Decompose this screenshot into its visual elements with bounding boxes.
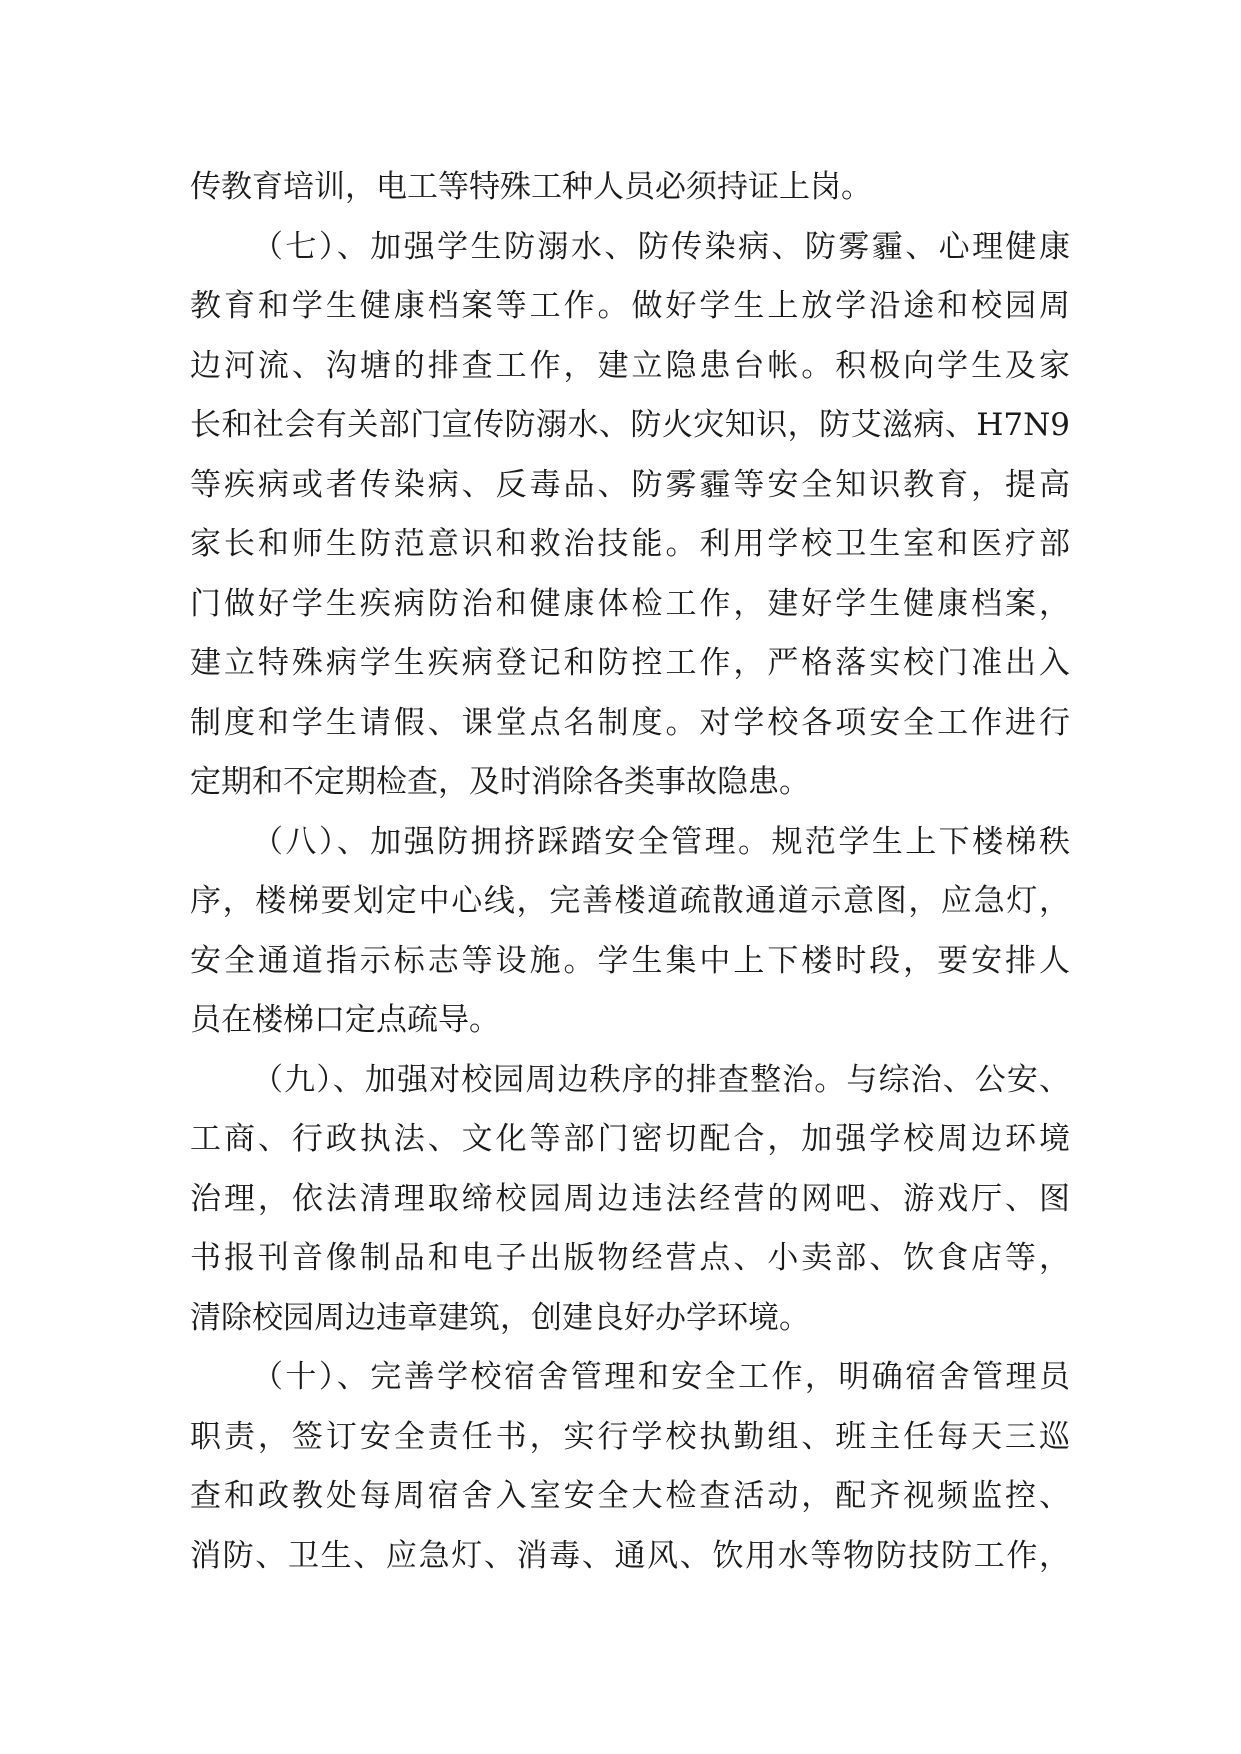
text-line: 消防、卫生、应急灯、消毒、通风、饮用水等物防技防工作， <box>190 1537 1070 1574</box>
text-line: 职责，签订安全责任书，实行学校执勤组、班主任每天三巡 <box>190 1418 1070 1455</box>
text-line: 传教育培训，电工等特殊工种人员必须持证上岗。 <box>190 169 872 205</box>
text-line: 治理，依法清理取缔校园周边违法经营的网吧、游戏厅、图 <box>190 1180 1070 1217</box>
paragraph-first-line: （九）、加强对校园周边秩序的排查整治。与综治、公安、 <box>252 1061 1070 1098</box>
text-line: 边河流、沟塘的排查工作，建立隐患台帐。积极向学生及家 <box>190 347 1070 384</box>
document-body <box>190 158 1070 1586</box>
text-line: 制度和学生请假、课堂点名制度。对学校各项安全工作进行 <box>190 704 1070 741</box>
text-line: 教育和学生健康档案等工作。做好学生上放学沿途和校园周 <box>190 288 1070 324</box>
text-line: 建立特殊病学生疾病登记和防控工作，严格落实校门准出入 <box>190 645 1070 681</box>
paragraph-first-line: （十）、完善学校宿舍管理和安全工作，明确宿舍管理员 <box>252 1359 1070 1395</box>
text-line: 查和政教处每周宿舍入室安全大检查活动，配齐视频监控、 <box>190 1478 1070 1514</box>
text-line: 等疾病或者传染病、反毒品、防雾霾等安全知识教育，提高 <box>190 466 1070 503</box>
text-line: 家长和师生防范意识和救治技能。利用学校卫生室和医疗部 <box>190 526 1070 562</box>
text-line: 工商、行政执法、文化等部门密切配合，加强学校周边环境 <box>190 1121 1070 1157</box>
text-line: 安全通道指示标志等设施。学生集中上下楼时段，要安排人 <box>190 942 1070 979</box>
paragraph-first-line: （七）、加强学生防溺水、防传染病、防雾霾、心理健康 <box>252 228 1070 265</box>
paragraph-first-line: （八）、加强防拥挤踩踏安全管理。规范学生上下楼梯秩 <box>252 823 1070 860</box>
text-line: 书报刊音像制品和电子出版物经营点、小卖部、饮食店等， <box>190 1240 1070 1276</box>
text-line: 长和社会有关部门宣传防溺水、防火灾知识，防艾滋病、H7N9 <box>190 407 1070 443</box>
text-line: 员在楼梯口定点疏导。 <box>190 1002 500 1038</box>
text-line: 门做好学生疾病防治和健康体检工作，建好学生健康档案， <box>190 585 1070 622</box>
text-line: 定期和不定期检查，及时消除各类事故隐患。 <box>190 764 810 800</box>
text-line: 清除校园周边违章建筑，创建良好办学环境。 <box>190 1299 810 1336</box>
text-line: 序，楼梯要划定中心线，完善楼道疏散通道示意图，应急灯， <box>190 883 1070 919</box>
